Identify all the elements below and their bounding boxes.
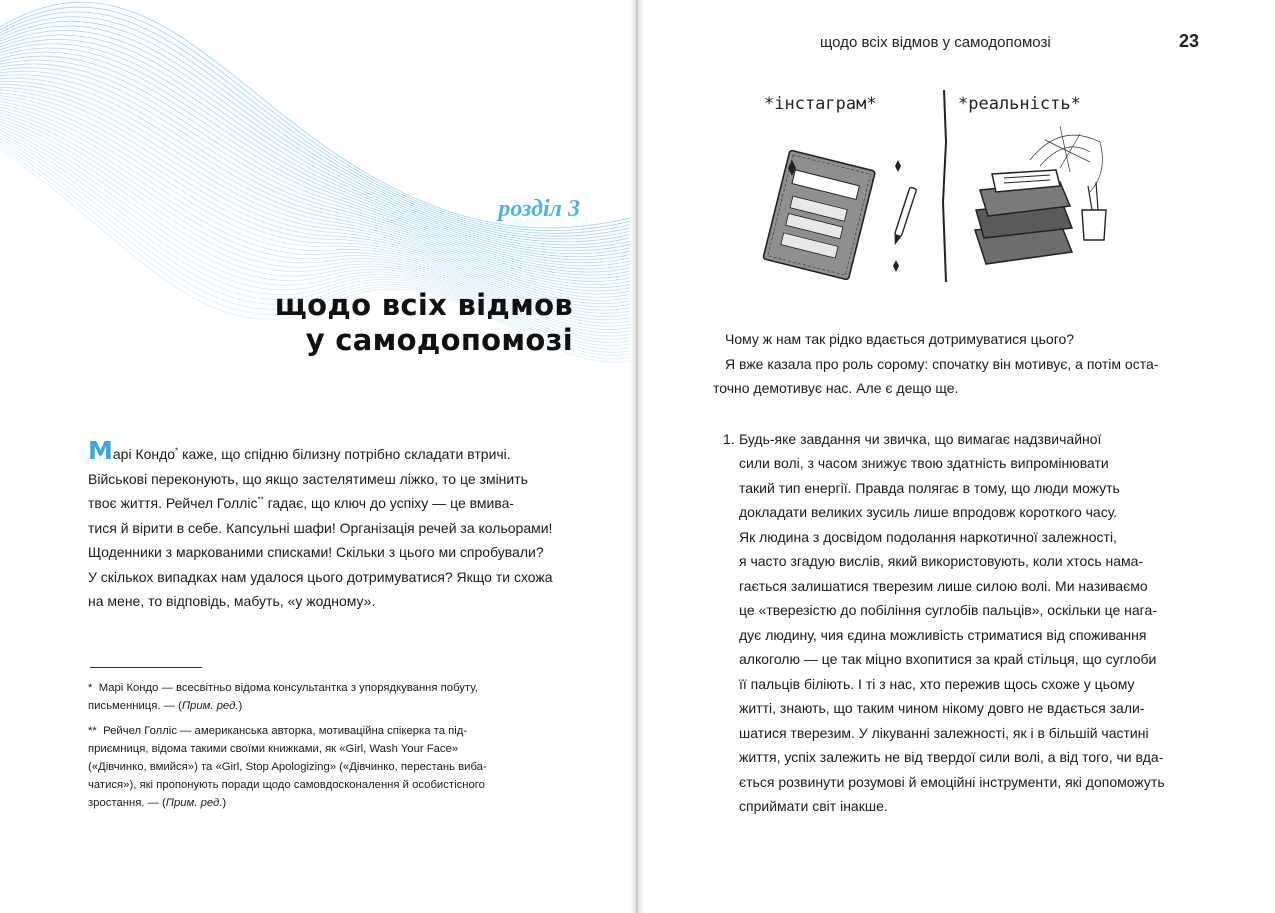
chapter-label: розділ 3 (498, 196, 580, 222)
footnotes (88, 679, 568, 819)
footnote-marker: * (88, 682, 93, 694)
footnote-text: Рейчел Голліс — американська авторка, мотиваційна спікерка та під- (103, 725, 468, 737)
footnote-text: Марі Кондо — всесвітньо відома консультантка з упорядкування побуту, (98, 682, 478, 694)
editor-note: Прим. ред. (165, 797, 223, 809)
page-number: 23 (1179, 31, 1200, 51)
text-line: це «тверезістю до побіління суглобів пальців», оскільки це нага- (739, 602, 1157, 618)
wave-line (0, 52, 636, 260)
text-line: життя, успіх залежить не від твердої сили волі, а від того, чи вда- (739, 749, 1164, 765)
wave-line (0, 68, 636, 272)
text-line: докладати великих зусиль лише впродовж короткого часу. (739, 504, 1118, 520)
wave-line (0, 71, 636, 275)
instagram-vs-reality-illustration (760, 82, 1220, 292)
footnote-divider (90, 667, 202, 668)
text-line: Як людина з досвідом подолання наркотичної залежності, (739, 528, 1117, 545)
wave-line (0, 56, 636, 263)
text-line: шатися тверезим. У лікуванні залежності, як і в більшій частині (739, 724, 1149, 741)
text-line: житті, знають, що таким чином нікому довго не вдається зали- (739, 700, 1145, 716)
text-line: ється розвинути розумові й емоційні інструменти, які допоможуть (739, 773, 1165, 790)
chapter-title (150, 288, 573, 358)
text-line: точно демотивує нас. Але є дещо ще. (713, 380, 959, 396)
text-line: алкоголю — це так міцно вхопитися за край стільця, що суглоби (739, 651, 1157, 667)
footnote-2 (88, 722, 568, 812)
footnote-ref: ** (257, 495, 264, 505)
text-line: на мене, то відповідь, мабуть, «у жодному». (88, 593, 376, 609)
text-line: арі Кондо (112, 446, 176, 462)
text-line: дує людину, чия єдина можливість стриматися від споживання (739, 626, 1147, 643)
wave-line (0, 2, 636, 228)
footnote-text: письменниця. — ( (88, 700, 182, 712)
text-line: сприймати світ інакше. (739, 798, 888, 814)
chapter-title-line-1: щодо всіх відмов (274, 288, 573, 322)
text-line: Я вже казала про роль сорому: спочатку він мотивує, а потім оста- (725, 355, 1159, 372)
notebook-sketch-icon (760, 82, 1220, 292)
footnote-text: ) (238, 700, 243, 712)
footnote-text: приємниця, відома такими своїми книжками, як «Girl, Wash Your Face» (88, 743, 459, 755)
intro-paragraph (88, 436, 588, 614)
list-number: 1. (723, 430, 735, 447)
footnote-marker: ** (88, 725, 97, 737)
editor-note: Прим. ред. (181, 700, 239, 712)
footnote-ref: * (175, 446, 179, 456)
text-line: сили волі, з часом знижує твою здатність випромінювати (739, 455, 1109, 471)
text-line: тися й вірити в себе. Капсульні шафи! Організація речей за кольорами! (88, 519, 553, 536)
chapter-title-line-2: у самодопомозі (305, 323, 573, 357)
numbered-list-item (713, 427, 1213, 819)
text-line: я часто згадую вислів, який використовують, коли хтось нама- (739, 553, 1144, 569)
footnote-text: («Дівчинко, вмийся») та «Girl, Stop Apologizing» («Дівчинко, перестань виба- (88, 761, 487, 773)
book-gutter (630, 0, 644, 913)
text-line: Військові переконують, що якщо застелятимеш ліжко, то це змінить (88, 470, 528, 487)
left-page (0, 0, 636, 913)
footnote-text: ) (222, 797, 227, 809)
main-text (713, 327, 1213, 819)
text-line: У скількох випадках нам удалося цього дотримуватися? Якщо ти схожа (88, 568, 553, 585)
text-line: каже, що спідню білизну потрібно складати втричі. (178, 446, 511, 462)
right-page (640, 0, 1275, 913)
text-line: гається залишатися тверезим лише силою волі. Ми називаємо (739, 577, 1148, 594)
drop-cap: М (88, 436, 113, 465)
paragraph-question: Чому ж нам так рідко вдається дотримуватися цього? (725, 331, 1075, 347)
footnote-text: чатися»), які пропонують поради щодо самовдосконалення й особистісного (88, 779, 485, 791)
footnote-text: зростання. — ( (88, 797, 166, 809)
text-line: її пальців біліють. І ті з нас, хто пережив щось схоже у цьому (739, 675, 1135, 692)
text-line: гадає, що ключ до успіху — це вмива- (263, 495, 515, 511)
illustration-label-instagram: *інстаграм* (764, 94, 877, 114)
text-line: Щоденники з маркованими списками! Скільки з цього ми спробували? (88, 544, 544, 560)
text-line: такий тип енергії. Правда полягає в тому, що люди можуть (739, 479, 1120, 496)
text-line: Будь-яке завдання чи звичка, що вимагає надзвичайної (739, 430, 1102, 447)
running-head: щодо всіх відмов у самодопомозі (820, 34, 1051, 51)
list-item-text (739, 427, 1213, 819)
wave-line (0, 87, 636, 291)
illustration-label-reality: *реальність* (958, 94, 1081, 114)
text-line: твоє життя. Рейчел Голліс (88, 495, 258, 511)
footnote-1 (88, 679, 568, 715)
